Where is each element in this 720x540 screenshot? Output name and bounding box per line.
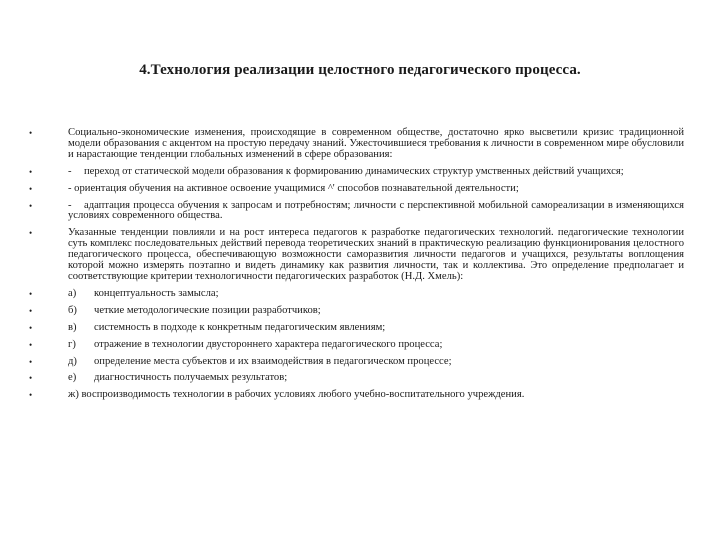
criteria-text: концептуальность замысла; bbox=[94, 287, 219, 299]
criteria-item bbox=[24, 373, 684, 384]
bullet-icon: • bbox=[29, 356, 33, 367]
criteria-text: отражение в технологии двустороннего характера педагогического процесса; bbox=[94, 338, 443, 350]
bullet-icon: • bbox=[29, 373, 33, 384]
criteria-item bbox=[24, 340, 684, 351]
list-item-text: - ориентация обучения на активное освоение учащимися ^' способов познавательной деятельности; bbox=[68, 182, 519, 194]
list-item bbox=[24, 201, 684, 223]
bullet-icon: • bbox=[29, 128, 33, 138]
list-item-text: Социально-экономические изменения, происходящие в современном обществе, достаточно ярко высветили кризис традиционной модели образования с акцентом на простую передачу знаний. Ужесточившиеся требования к личности в современном мире обусловили и нарастающие тенденции глобальных изменений в сфере образования: bbox=[68, 127, 684, 160]
list-item-text: адаптация процесса обучения к запросам и потребностям; личности с перспективной мобильной самореализации в изменяющихся условиях современного общества. bbox=[68, 199, 684, 222]
criteria-item bbox=[24, 323, 684, 334]
criteria-label: е) bbox=[68, 372, 77, 384]
criteria-item bbox=[24, 306, 684, 317]
bullet-icon: • bbox=[29, 228, 33, 239]
criteria-label: а) bbox=[68, 287, 77, 299]
list-item bbox=[24, 167, 684, 178]
criteria-label: г) bbox=[68, 338, 76, 350]
criteria-item bbox=[24, 390, 684, 401]
criteria-text: диагностичность получаемых результатов; bbox=[94, 372, 288, 384]
criteria-label: в) bbox=[68, 321, 77, 333]
slide-title: 4.Технология реализации целостного педагогического процесса. bbox=[139, 62, 581, 78]
bullet-icon: • bbox=[29, 339, 33, 350]
bullet-icon: • bbox=[29, 288, 33, 299]
list-item-text: Указанные тенденции повлияли и на рост интереса педагогов к разработке педагогических технологий. педагогические технологии суть комплекс последовательных действий перевода теоретических знаний в практическую реализацию функционирования целостного педагогического процесса, обеспечивающую возможности саморазвития личности педагогов и учащихся, результаты воплощения которой можно измерять поэтапно и видеть динамику как развития личности, так и коллектива. Это определение предполагает и соответствующие критерии технологичности педагогических разработок (Н.Д. Хмель): bbox=[68, 227, 684, 282]
criteria-text: определение места субъектов и их взаимодействия в педагогическом процессе; bbox=[94, 355, 452, 367]
bullet-icon: • bbox=[29, 305, 33, 316]
list-item bbox=[24, 184, 684, 195]
list-item bbox=[24, 228, 684, 283]
criteria-label: д) bbox=[68, 355, 77, 367]
bullet-icon: • bbox=[29, 166, 33, 177]
criteria-item bbox=[24, 357, 684, 368]
bullet-icon: • bbox=[29, 200, 33, 211]
list-item bbox=[24, 128, 684, 161]
bullet-icon: • bbox=[29, 390, 33, 401]
list-item-text: переход от статической модели образования к формированию динамических структур умственных действий учащихся; bbox=[84, 165, 624, 177]
criteria-text: четкие методологические позиции разработчиков; bbox=[94, 304, 321, 316]
criteria-item bbox=[24, 289, 684, 300]
bullet-icon: • bbox=[29, 322, 33, 333]
criteria-text: ж) воспроизводимость технологии в рабочих условиях любого учебно-воспитательного учреждения. bbox=[68, 389, 525, 401]
list-item-dash: - bbox=[68, 199, 72, 211]
bullet-icon: • bbox=[29, 183, 33, 194]
bullet-list bbox=[24, 128, 684, 401]
criteria-label: б) bbox=[68, 304, 77, 316]
list-item-dash: - bbox=[68, 165, 72, 177]
criteria-text: системность в подходе к конкретным педагогическим явлениям; bbox=[94, 321, 386, 333]
